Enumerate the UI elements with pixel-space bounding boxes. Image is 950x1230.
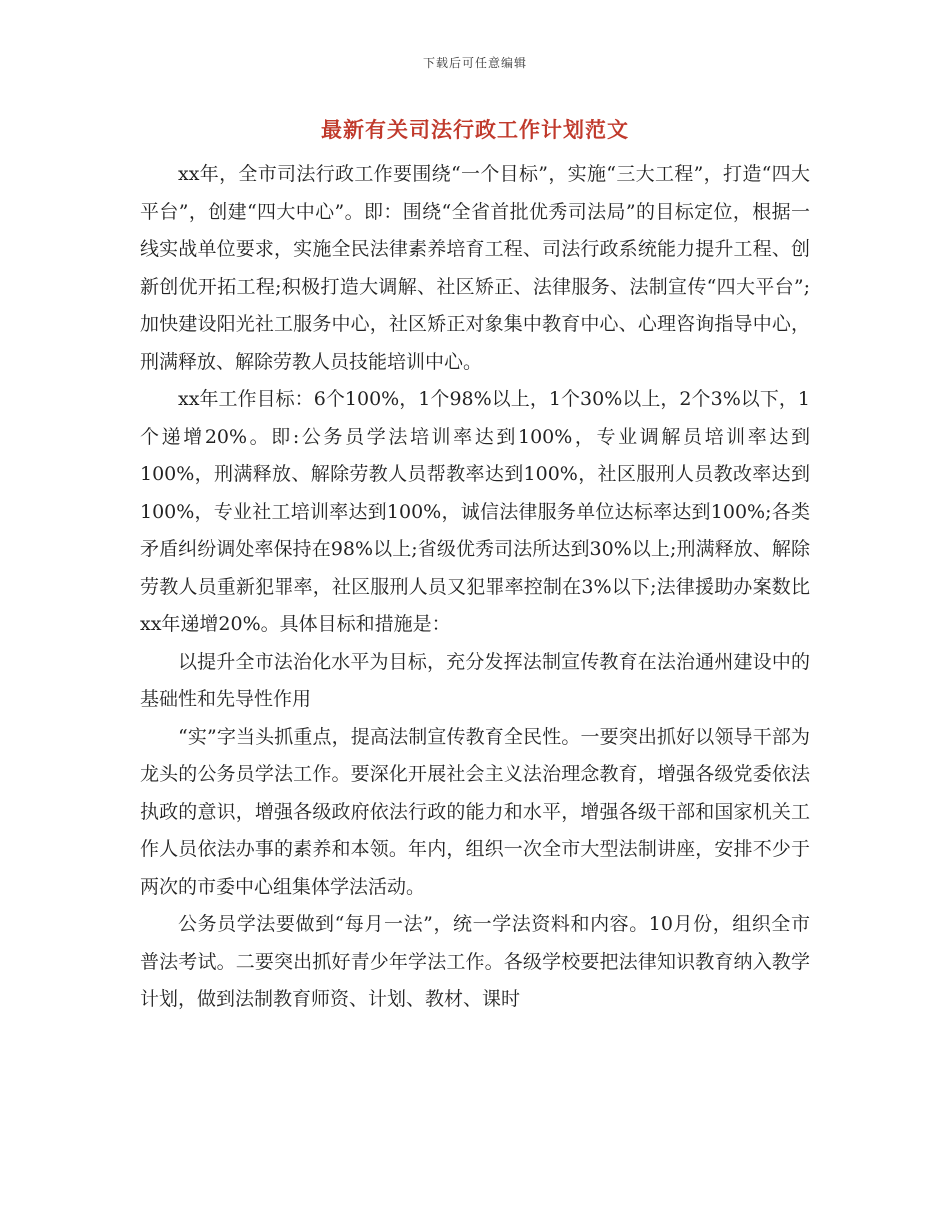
paragraph-5: 公务员学法要做到“每月一法”，统一学法资料和内容。10月份，组织全市普法考试。二要突出抓好青少年学法工作。各级学校要把法律知识教育纳入教学计划，做到法制教育师资、计划、教材、课时 xyxy=(140,913,810,1010)
header-note: 下载后可任意编辑 xyxy=(422,56,527,70)
paragraph-3: 以提升全市法治化水平为目标，充分发挥法制宣传教育在法治通州建设中的基础性和先导性作用 xyxy=(140,650,810,710)
paragraph-2: xx年工作目标：6个100%，1个98%以上，1个30%以上，2个3%以下，1个递增20%。即:公务员学法培训率达到100%，专业调解员培训率达到100%，刑满释放、解除劳教人员帮教率达到100%，社区服刑人员教改率达到100%，专业社工培训率达到100%，诚信法律服务单位达标率达到100%;各类矛盾纠纷调处率保持在98%以上;省级优秀司法所达到30%以上;刑满释放、解除劳教人员重新犯罪率，社区服刑人员又犯罪率控制在3%以下;法律援助办案数比xx年递增20%。具体目标和措施是： xyxy=(140,388,810,635)
document-body xyxy=(140,156,810,1019)
paragraph-4: “实”字当头抓重点，提高法制宣传教育全民性。一要突出抓好以领导干部为龙头的公务员学法工作。要深化开展社会主义法治理念教育，增强各级党委依法执政的意识，增强各级政府依法行政的能力和水平，增强各级干部和国家机关工作人员依法办事的素养和本领。年内，组织一次全市大型法制讲座，安排不少于两次的市委中心组集体学法活动。 xyxy=(140,725,810,898)
document-title: 最新有关司法行政工作计划范文 xyxy=(321,117,629,142)
paragraph-1: xx年，全市司法行政工作要围绕“一个目标”，实施“三大工程”，打造“四大平台”，创建“四大中心”。即：围绕“全省首批优秀司法局”的目标定位，根据一线实战单位要求，实施全民法律素养培育工程、司法行政系统能力提升工程、创新创优开拓工程;积极打造大调解、社区矫正、法律服务、法制宣传“四大平台”;加快建设阳光社工服务中心，社区矫正对象集中教育中心、心理咨询指导中心，刑满释放、解除劳教人员技能培训中心。 xyxy=(140,163,810,373)
